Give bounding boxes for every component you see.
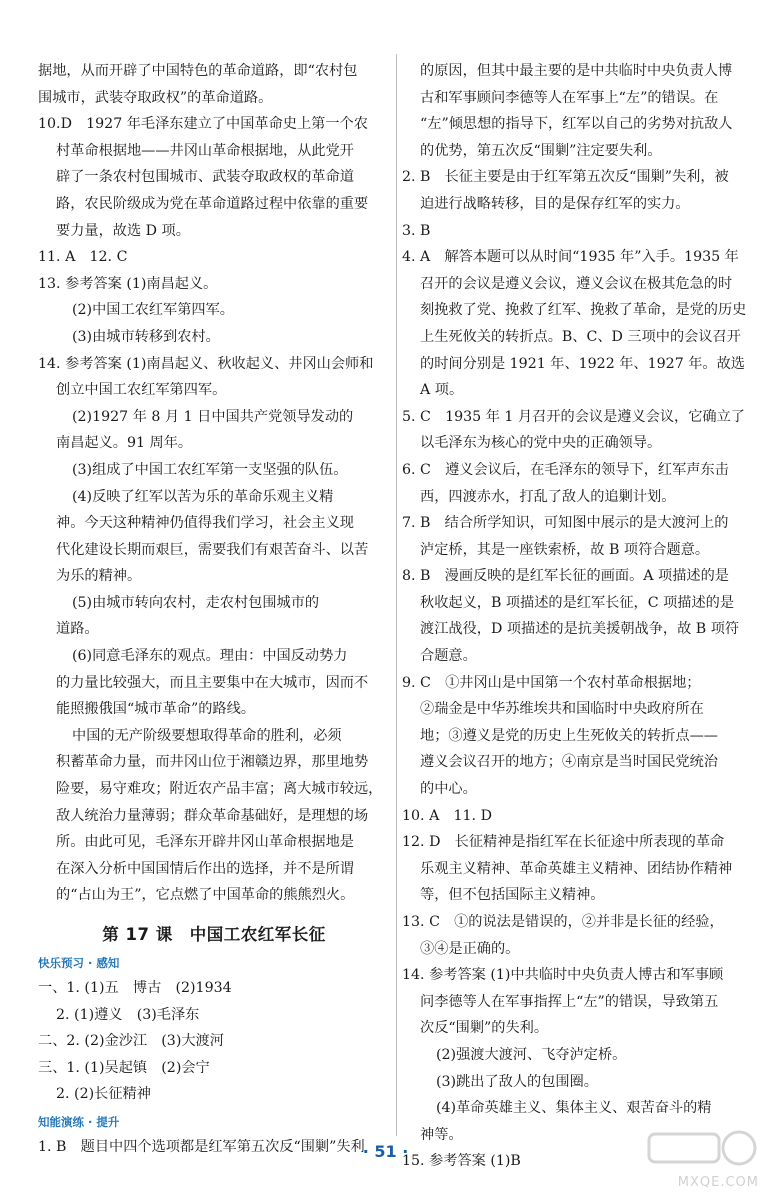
- text-line: 秋收起义，B 项描述的是红军长征，C 项描述的是: [420, 594, 735, 611]
- text-line: 的“占山为王”，它点燃了中国革命的熊熊烈火。: [56, 887, 355, 904]
- text-line: (3)跳出了敌人的包围圈。: [436, 1073, 598, 1090]
- text-line: 次反“围剿”的失利。: [420, 1020, 549, 1037]
- text-line: (3)组成了中国工农红军第一支坚强的队伍。: [72, 461, 348, 478]
- text-line: 一、1. (1)五 博古 (2)1934: [38, 980, 232, 996]
- answer-8: 8. B 漫画反映的是红军长征的画面。A 项描述的是: [402, 568, 729, 585]
- watermark-logo: [639, 1126, 759, 1190]
- text-line: 能照搬俄国“城市革命”的路线。: [56, 701, 255, 718]
- answer-9: 9. C ①井冈山是中国第一个农村革命根据地；: [402, 674, 701, 691]
- answer-15: 15. 参考答案 (1)B: [402, 1153, 521, 1170]
- answer-4: 4. A 解答本题可以从时间“1935 年”入手。1935 年: [402, 249, 739, 266]
- text-line: (2)强渡大渡河、飞夺泸定桥。: [436, 1046, 627, 1063]
- text-line: 三、1. (1)吴起镇 (2)会宁: [38, 1059, 210, 1076]
- text-line: 的力量比较强大，而且主要集中在大城市，因而不: [56, 674, 369, 691]
- answer-1: 1. B 题目中四个选项都是红军第五次反“围剿”失利: [38, 1138, 365, 1155]
- text-line: 辟了一条农村包围城市、武装夺取政权的革命道: [56, 169, 354, 186]
- text-line: (3)由城市转移到农村。: [72, 328, 220, 345]
- text-line: (4)革命英雄主义、集体主义、艰苦奋斗的精: [436, 1100, 712, 1117]
- answer-13: 13. 参考答案 (1)南昌起义。: [38, 275, 218, 292]
- text-line: (4)反映了红军以苦为乐的革命乐观主义精: [72, 488, 334, 505]
- text-line: 敌人统治力量薄弱；群众革命基础好，是理想的场: [56, 807, 369, 824]
- text-line: 上生死攸关的转折点。B、C、D 三项中的会议召开: [420, 328, 741, 345]
- answer-11-12: 11. A 12. C: [38, 249, 128, 266]
- text-line: 南昌起义。91 周年。: [56, 435, 193, 452]
- text-line: 道路。: [56, 621, 99, 638]
- text-line: 的原因，但其中最主要的是中共临时中央负责人博: [420, 63, 733, 79]
- text-line: 所。由此可见，毛泽东开辟井冈山革命根据地是: [56, 834, 354, 851]
- answer-10: 10.D 1927 年毛泽东建立了中国革命史上第一个农: [38, 116, 368, 133]
- text-line: 在深入分析中国国情后作出的选择，并不是所谓: [56, 860, 354, 877]
- text-line: 村革命根据地——井冈山革命根据地，从此党开: [56, 142, 354, 159]
- text-line: 中国的无产阶级要想取得革命的胜利，必须: [72, 727, 342, 744]
- answer-7: 7. B 结合所学知识，可知图中展示的是大渡河上的: [402, 515, 729, 532]
- text-line: 积蓄革命力量，而井冈山位于湘赣边界，那里地势: [56, 754, 369, 771]
- answer-14: 14. 参考答案 (1)中共临时中央负责人博古和军事顾: [402, 967, 724, 984]
- answer-14: 14. 参考答案 (1)南昌起义、秋收起义、井冈山会师和: [38, 355, 374, 372]
- text-line: 险要，易守难攻；附近农产品丰富；离大城市较远，: [56, 781, 383, 798]
- text-line: (6)同意毛泽东的观点。理由：中国反动势力: [72, 648, 348, 665]
- text-line: (2)中国工农红军第四军。: [72, 302, 234, 319]
- answer-3: 3. B: [402, 222, 431, 239]
- watermark-text: MXQE.COM: [677, 1175, 759, 1190]
- text-line: 神等。: [420, 1126, 463, 1143]
- answer-13: 13. C ①的说法是错误的，②并非是长征的经验，: [402, 914, 724, 930]
- text-line: 为乐的精神。: [56, 568, 142, 585]
- text-line: ②瑞金是中华苏维埃共和国临时中央政府所在: [420, 701, 704, 718]
- text-line: 刻挽救了党、挽救了红军、挽救了革命，是党的历史: [420, 302, 747, 319]
- text-line: 以毛泽东为核心的党中央的正确领导。: [420, 435, 662, 452]
- text-line: 据地，从而开辟了中国特色的革命道路，即“农村包: [38, 63, 358, 79]
- text-line: 迫进行战略转移，目的是保存红军的实力。: [420, 195, 690, 212]
- answer-5: 5. C 1935 年 1 月召开的会议是遵义会议，它确立了: [402, 408, 745, 425]
- text-line: 泸定桥，其是一座铁索桥，故 B 项符合题意。: [420, 541, 710, 558]
- text-line: 的时间分别是 1921 年、1922 年、1927 年。故选: [420, 355, 745, 372]
- text-line: 问李德等人在军事指挥上“左”的错误，导致第五: [420, 993, 719, 1010]
- text-line: 等，但不包括国际主义精神。: [420, 887, 605, 904]
- text-line: “左”倾思想的指导下，红军以自己的劣势对抗敌人: [420, 116, 733, 133]
- answer-2: 2. B 长征主要是由于红军第五次反“围剿”失利，被: [402, 169, 729, 186]
- watermark-graphic: [639, 1126, 759, 1172]
- text-line: 神。今天这种精神仍值得我们学习，社会主义现: [56, 515, 354, 532]
- page-number: · 51 ·: [362, 1142, 409, 1161]
- text-line: (5)由城市转向农村，走农村包围城市的: [72, 594, 320, 611]
- text-line: 二、2. (2)金沙江 (3)大渡河: [38, 1033, 224, 1050]
- text-line: 乐观主义精神、革命英雄主义精神、团结协作精神: [420, 860, 733, 877]
- section-heading: 快乐预习 · 感知: [38, 956, 120, 970]
- answer-10-11: 10. A 11. D: [402, 807, 492, 824]
- answer-6: 6. C 遵义会议后，在毛泽东的领导下，红军声东击: [402, 461, 729, 478]
- lesson-title: 第 17 课 中国工农红军长征: [102, 925, 326, 944]
- text-line: 西，四渡赤水，打乱了敌人的追剿计划。: [420, 488, 676, 505]
- text-line: 合题意。: [420, 648, 477, 665]
- text-line: 的优势，第五次反“围剿”注定要失利。: [420, 142, 662, 159]
- left-column: [38, 58, 390, 1161]
- text-line: ③④是正确的。: [420, 940, 520, 957]
- text-line: 渡江战役，D 项描述的是抗美援朝战争，故 B 项符: [420, 621, 740, 638]
- answer-12: 12. D 长征精神是指红军在长征途中所表现的革命: [402, 834, 725, 851]
- text-line: 古和军事顾问李德等人在军事上“左”的错误。在: [420, 89, 719, 106]
- text-line: 2. (1)遵义 (3)毛泽东: [56, 1006, 200, 1023]
- text-line: 遵义会议召开的地方；④南京是当时国民党统治: [420, 754, 718, 771]
- text-line: 围城市，武装夺取政权”的革命道路。: [38, 89, 273, 106]
- text-line: (2)1927 年 8 月 1 日中国共产党领导发动的: [72, 408, 354, 425]
- text-line: 创立中国工农红军第四军。: [56, 382, 227, 399]
- text-line: 2. (2)长征精神: [56, 1086, 151, 1103]
- column-divider: [396, 54, 397, 1136]
- text-line: 地；③遵义是党的历史上生死攸关的转折点——: [420, 727, 718, 744]
- section-heading: 知能演练 · 提升: [38, 1114, 120, 1129]
- right-column: [402, 58, 754, 1175]
- text-line: 代化建设长期而艰巨，需要我们有艰苦奋斗、以苦: [56, 541, 369, 558]
- text-line: 召开的会议是遵义会议，遵义会议在极其危急的时: [420, 275, 733, 292]
- text-line: 要力量，故选 D 项。: [56, 222, 190, 239]
- text-line: A 项。: [420, 382, 464, 399]
- text-line: 路，农民阶级成为党在革命道路过程中依靠的重要: [56, 195, 369, 212]
- text-line: 的中心。: [420, 781, 477, 798]
